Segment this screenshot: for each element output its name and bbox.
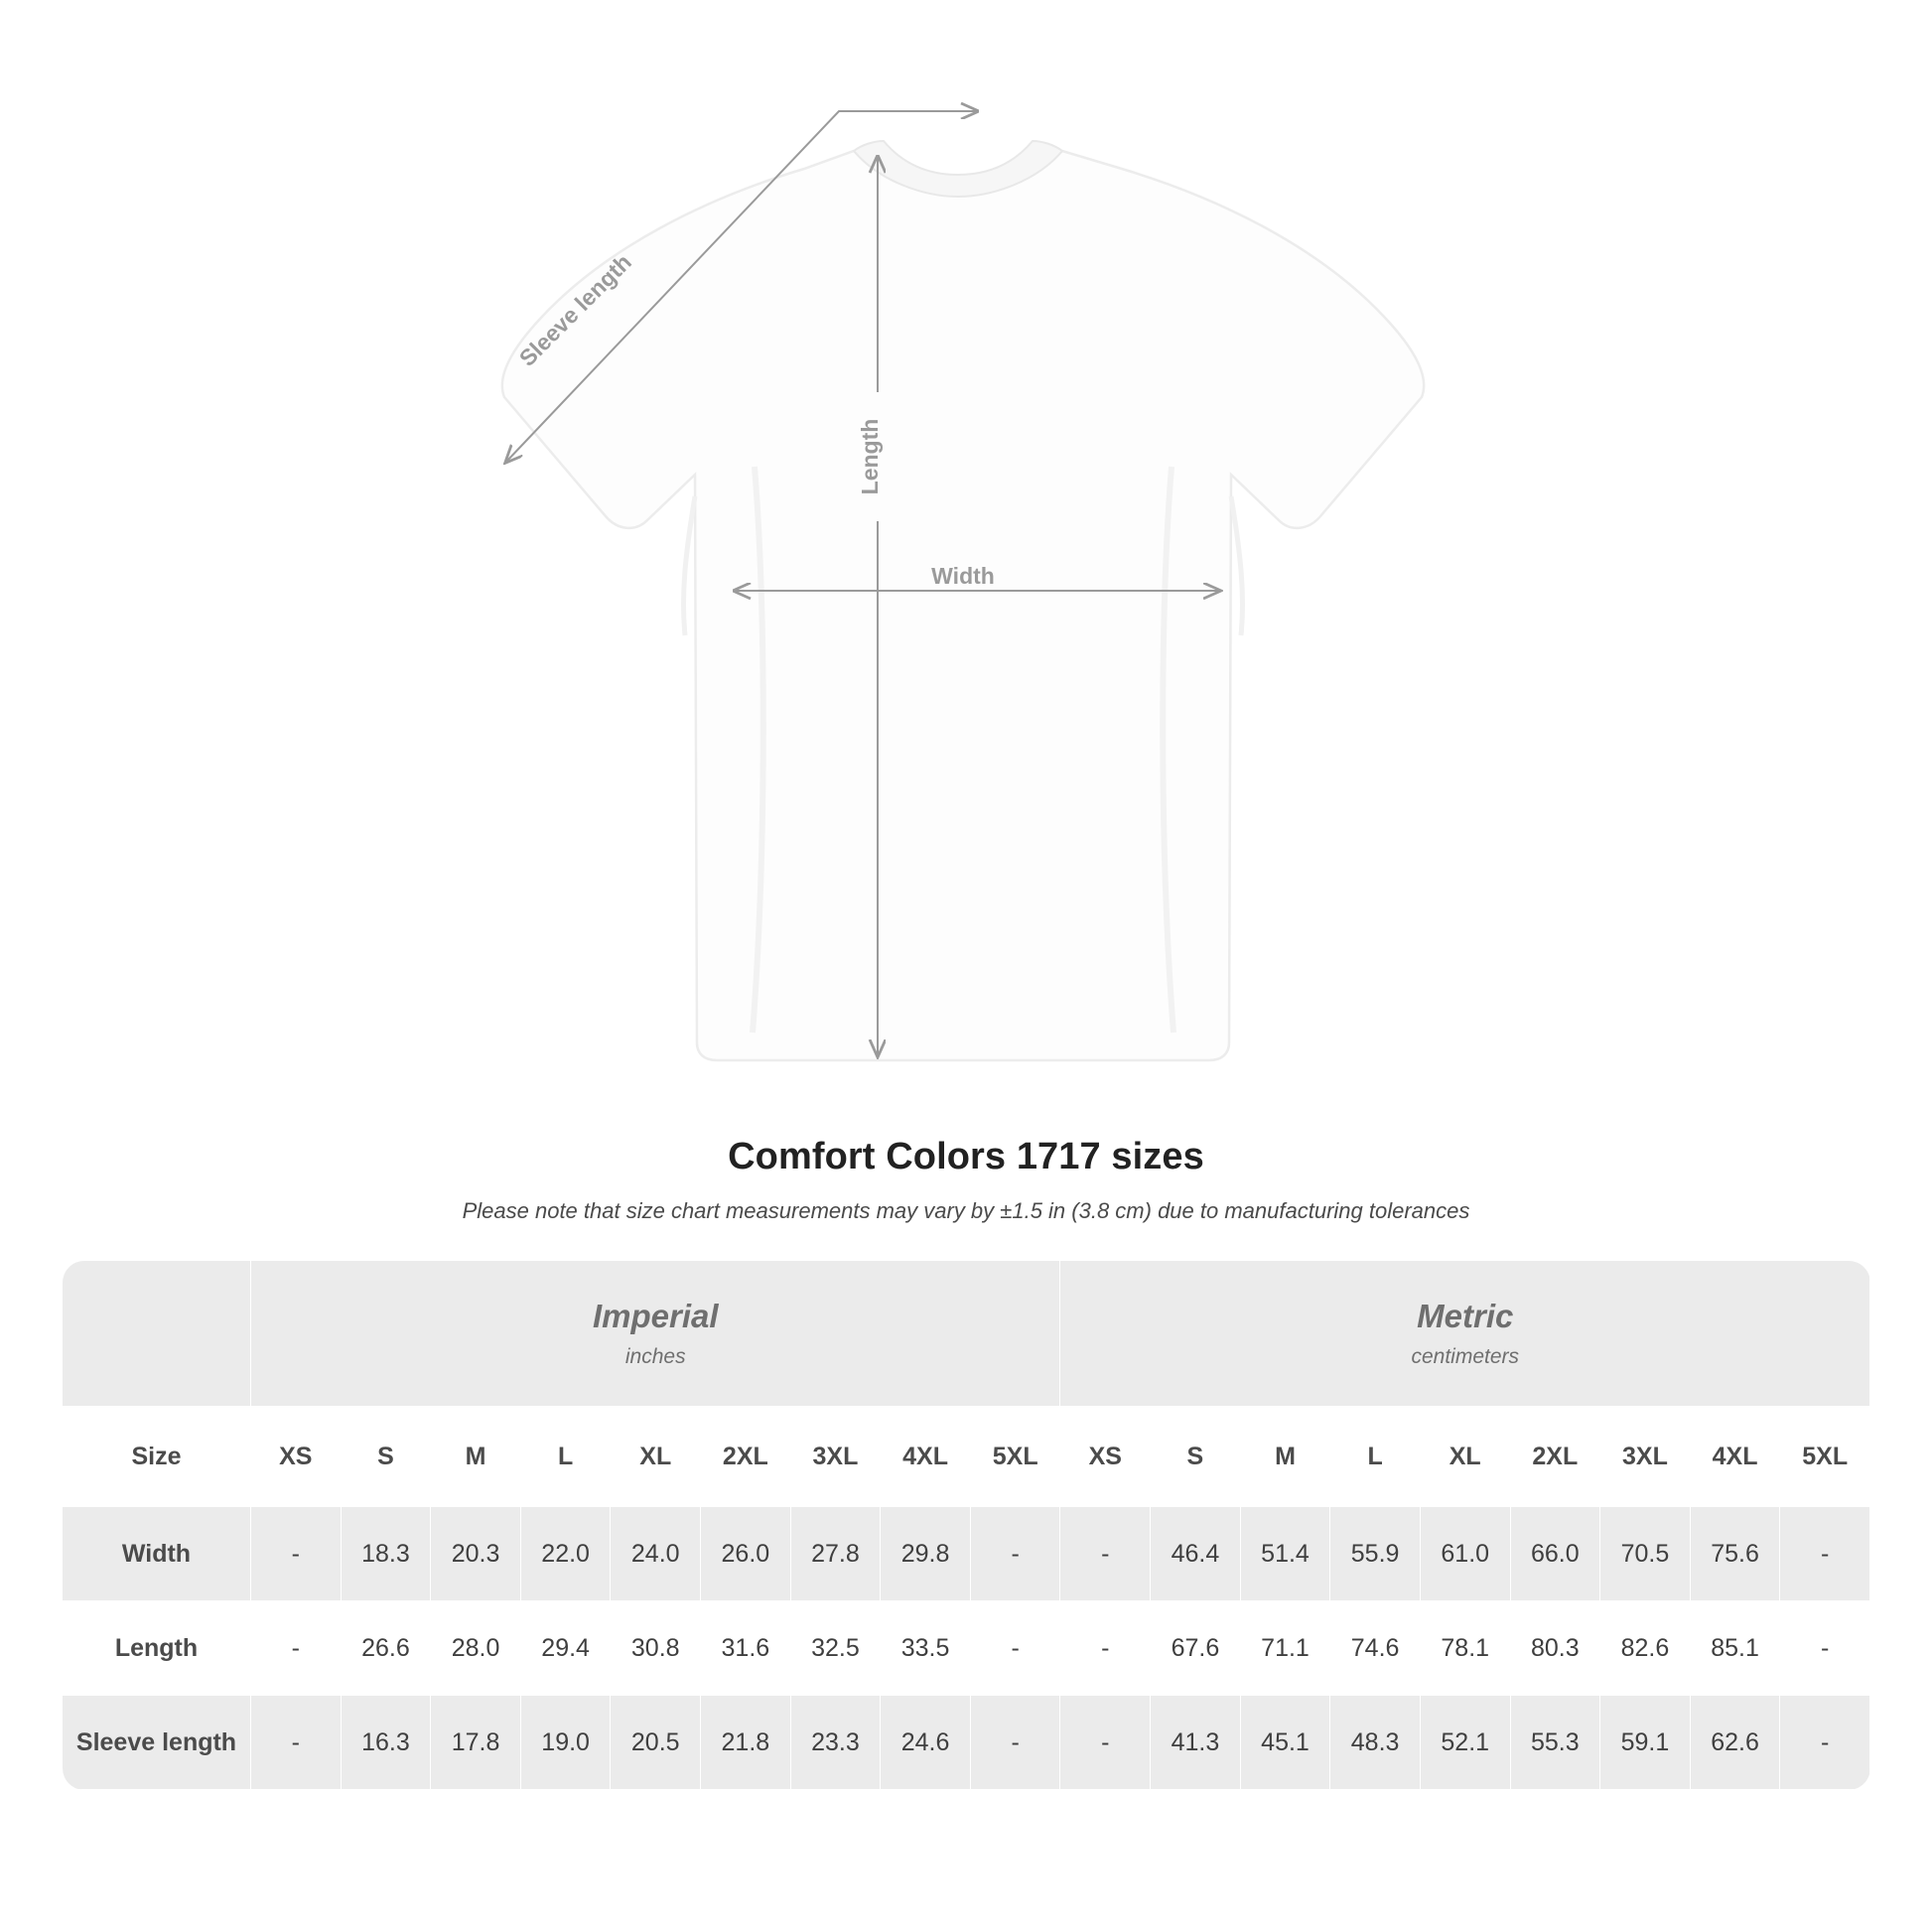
row-label-width: Width — [63, 1507, 251, 1601]
cell-sleeve-metric-2xl: 55.3 — [1510, 1696, 1600, 1790]
cell-length-imperial-xl: 30.8 — [611, 1601, 701, 1696]
cell-width-imperial-s: 18.3 — [341, 1507, 431, 1601]
tshirt-shape — [502, 141, 1424, 1060]
cell-length-imperial-5xl: - — [970, 1601, 1060, 1696]
cell-sleeve-metric-xl: 52.1 — [1420, 1696, 1510, 1790]
size-header-metric-xs: XS — [1060, 1407, 1151, 1507]
unit-header-metric — [1060, 1261, 1870, 1407]
table-row — [63, 1696, 1870, 1790]
size-table-container — [62, 1260, 1870, 1790]
cell-sleeve-metric-l: 48.3 — [1330, 1696, 1421, 1790]
size-header-metric-s: S — [1151, 1407, 1241, 1507]
imperial-unit-name: Imperial — [592, 1298, 719, 1334]
cell-length-metric-xs: - — [1060, 1601, 1151, 1696]
cell-width-metric-m: 51.4 — [1240, 1507, 1330, 1601]
cell-sleeve-metric-4xl: 62.6 — [1690, 1696, 1780, 1790]
cell-sleeve-imperial-4xl: 24.6 — [881, 1696, 971, 1790]
metric-unit-sub: centimeters — [1411, 1345, 1520, 1368]
cell-sleeve-metric-3xl: 59.1 — [1600, 1696, 1691, 1790]
cell-length-imperial-2xl: 31.6 — [701, 1601, 791, 1696]
cell-width-imperial-l: 22.0 — [520, 1507, 611, 1601]
cell-length-metric-xl: 78.1 — [1420, 1601, 1510, 1696]
size-header-imperial-l: L — [520, 1407, 611, 1507]
cell-width-imperial-m: 20.3 — [431, 1507, 521, 1601]
size-header-imperial-m: M — [431, 1407, 521, 1507]
sleeve-length-label: Sleeve length — [513, 248, 636, 371]
cell-width-metric-4xl: 75.6 — [1690, 1507, 1780, 1601]
width-label: Width — [931, 563, 995, 589]
size-header-row — [63, 1407, 1870, 1507]
table-row — [63, 1507, 1870, 1601]
cell-sleeve-imperial-2xl: 21.8 — [701, 1696, 791, 1790]
cell-width-imperial-2xl: 26.0 — [701, 1507, 791, 1601]
cell-width-metric-s: 46.4 — [1151, 1507, 1241, 1601]
cell-length-metric-2xl: 80.3 — [1510, 1601, 1600, 1696]
cell-width-metric-5xl: - — [1780, 1507, 1870, 1601]
table-row — [63, 1601, 1870, 1696]
cell-length-metric-3xl: 82.6 — [1600, 1601, 1691, 1696]
row-label-sleeve-length: Sleeve length — [63, 1696, 251, 1790]
cell-length-imperial-s: 26.6 — [341, 1601, 431, 1696]
cell-sleeve-metric-xs: - — [1060, 1696, 1151, 1790]
cell-width-imperial-4xl: 29.8 — [881, 1507, 971, 1601]
cell-sleeve-metric-m: 45.1 — [1240, 1696, 1330, 1790]
size-table — [62, 1260, 1870, 1790]
size-header-metric-m: M — [1240, 1407, 1330, 1507]
cell-width-imperial-3xl: 27.8 — [790, 1507, 881, 1601]
cell-length-metric-m: 71.1 — [1240, 1601, 1330, 1696]
cell-sleeve-imperial-3xl: 23.3 — [790, 1696, 881, 1790]
unit-header-spacer — [63, 1261, 251, 1407]
cell-width-metric-l: 55.9 — [1330, 1507, 1421, 1601]
size-header-imperial-2xl: 2XL — [701, 1407, 791, 1507]
cell-length-metric-s: 67.6 — [1151, 1601, 1241, 1696]
size-header-metric-3xl: 3XL — [1600, 1407, 1691, 1507]
size-header-imperial-3xl: 3XL — [790, 1407, 881, 1507]
cell-sleeve-imperial-5xl: - — [970, 1696, 1060, 1790]
cell-length-imperial-xs: - — [251, 1601, 342, 1696]
size-header-imperial-5xl: 5XL — [970, 1407, 1060, 1507]
cell-sleeve-imperial-l: 19.0 — [520, 1696, 611, 1790]
cell-length-imperial-3xl: 32.5 — [790, 1601, 881, 1696]
cell-width-imperial-5xl: - — [970, 1507, 1060, 1601]
size-header-metric-l: L — [1330, 1407, 1421, 1507]
cell-length-imperial-l: 29.4 — [520, 1601, 611, 1696]
cell-length-metric-l: 74.6 — [1330, 1601, 1421, 1696]
size-header-imperial-xl: XL — [611, 1407, 701, 1507]
cell-length-imperial-4xl: 33.5 — [881, 1601, 971, 1696]
cell-width-metric-xs: - — [1060, 1507, 1151, 1601]
cell-width-metric-xl: 61.0 — [1420, 1507, 1510, 1601]
cell-sleeve-imperial-xs: - — [251, 1696, 342, 1790]
size-header-imperial-s: S — [341, 1407, 431, 1507]
cell-sleeve-imperial-m: 17.8 — [431, 1696, 521, 1790]
title-block — [0, 1136, 1932, 1224]
cell-length-imperial-m: 28.0 — [431, 1601, 521, 1696]
cell-width-metric-2xl: 66.0 — [1510, 1507, 1600, 1601]
length-label: Length — [857, 418, 883, 495]
cell-length-metric-5xl: - — [1780, 1601, 1870, 1696]
size-header-metric-5xl: 5XL — [1780, 1407, 1870, 1507]
size-header-imperial-4xl: 4XL — [881, 1407, 971, 1507]
cell-sleeve-imperial-s: 16.3 — [341, 1696, 431, 1790]
cell-width-imperial-xl: 24.0 — [611, 1507, 701, 1601]
imperial-unit-sub: inches — [624, 1345, 686, 1368]
cell-sleeve-metric-5xl: - — [1780, 1696, 1870, 1790]
tolerance-note: Please note that size chart measurements may vary by ±1.5 in (3.8 cm) due to manufacturing tolerances — [462, 1198, 1470, 1223]
unit-header-imperial — [251, 1261, 1060, 1407]
cell-width-imperial-xs: - — [251, 1507, 342, 1601]
cell-width-metric-3xl: 70.5 — [1600, 1507, 1691, 1601]
metric-unit-name: Metric — [1417, 1298, 1514, 1334]
size-header-metric-2xl: 2XL — [1510, 1407, 1600, 1507]
row-label-length: Length — [63, 1601, 251, 1696]
size-header-label: Size — [63, 1407, 251, 1507]
size-header-metric-4xl: 4XL — [1690, 1407, 1780, 1507]
size-header-metric-xl: XL — [1420, 1407, 1510, 1507]
cell-sleeve-imperial-xl: 20.5 — [611, 1696, 701, 1790]
page-title: Comfort Colors 1717 sizes — [728, 1136, 1204, 1177]
cell-sleeve-metric-s: 41.3 — [1151, 1696, 1241, 1790]
cell-length-metric-4xl: 85.1 — [1690, 1601, 1780, 1696]
size-header-imperial-xs: XS — [251, 1407, 342, 1507]
unit-header-row — [63, 1261, 1870, 1407]
